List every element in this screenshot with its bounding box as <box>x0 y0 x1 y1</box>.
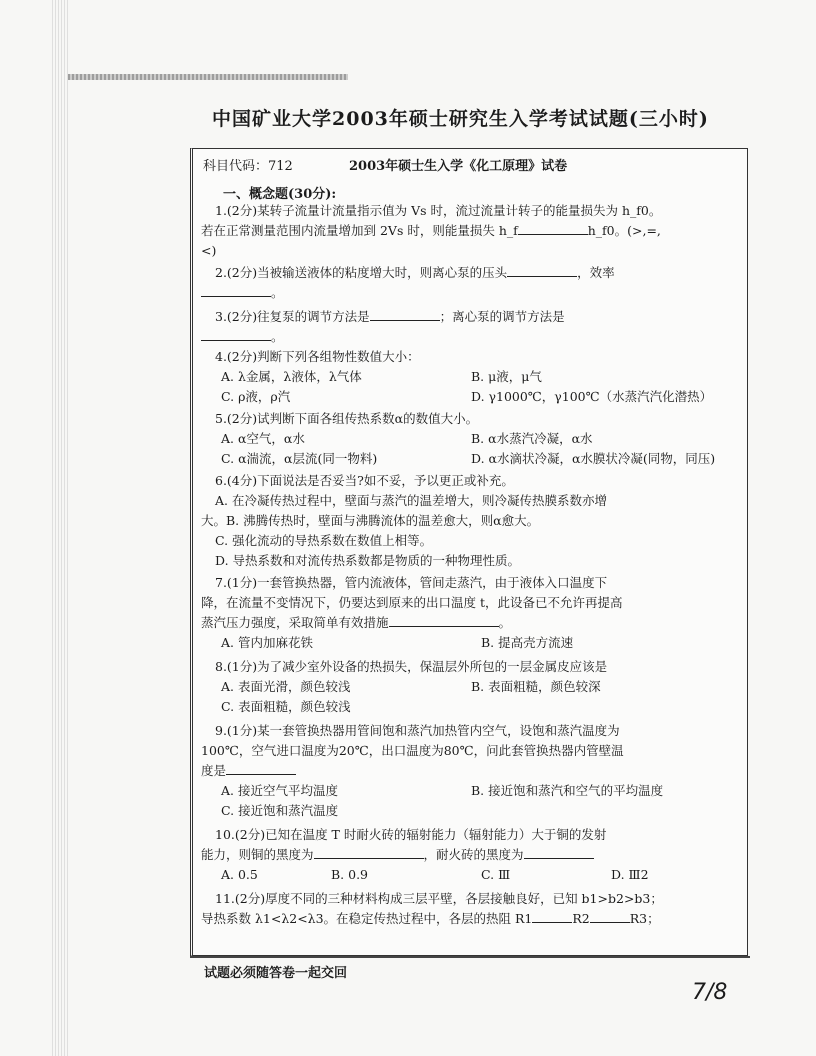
q4-option-b: B. μ液，μ气 <box>471 369 542 384</box>
q7-line3: 蒸汽压力强度，采取简单有效措施 。 <box>201 615 512 630</box>
question-7 <box>201 573 739 653</box>
q8-option-c: C. 表面粗糙，颜色较浅 <box>221 699 351 714</box>
q4-option-a: A. λ金属，λ液体，λ气体 <box>221 369 362 384</box>
q2-blank-2 <box>201 284 271 297</box>
question-8 <box>201 657 739 717</box>
q2-blank-1 <box>507 264 577 277</box>
exam-sheet <box>190 148 748 956</box>
q10-option-b: B. 0.9 <box>331 867 369 882</box>
q3-line1: 3.(2分)往复泵的调节方法是 ；离心泵的调节方法是 <box>215 309 565 324</box>
q10-option-a: A. 0.5 <box>221 867 258 882</box>
q11-line1: 11.(2分)厚度不同的三种材料构成三层平壁，各层接触良好，已知 b1>b2>b3； <box>215 891 663 906</box>
question-11 <box>201 889 739 929</box>
q3-blank-1 <box>370 308 440 321</box>
q7-line1: 7.(1分)一套管换热器，管内流液体，管间走蒸汽，由于液体入口温度下 <box>215 575 608 590</box>
question-4 <box>201 347 739 407</box>
paper-name: 2003年硕士生入学《化工原理》试卷 <box>349 159 568 174</box>
question-2 <box>201 263 739 303</box>
q4-option-c: C. ρ液，ρ汽 <box>221 389 291 404</box>
q10-blank-2 <box>524 846 594 859</box>
q11-line2: 导热系数 λ1<λ2<λ3。在稳定传热过程中，各层的热阻 R1 R2 R3； <box>201 911 660 926</box>
q9-line1: 9.(1分)某一套管换热器用管间饱和蒸汽加热管内空气，设饱和蒸汽温度为 <box>215 723 620 738</box>
q10-line1: 10.(2分)已知在温度 T 时耐火砖的辐射能力（辐射能力）大于铜的发射 <box>215 827 607 842</box>
question-9 <box>201 721 739 821</box>
q9-option-b: B. 接近饱和蒸汽和空气的平均温度 <box>471 783 664 798</box>
q9-option-a: A. 接近空气平均温度 <box>221 783 338 798</box>
return-paper-note: 试题必须随答卷一起交回 <box>204 966 348 981</box>
q7-line2: 降，在流量不变情况下，仍要达到原来的出口温度 t，此设备已不允许再提高 <box>201 595 623 610</box>
q6-statement-c: C. 强化流动的导热系数在数值上相等。 <box>215 533 433 548</box>
q8-line1: 8.(1分)为了减少室外设备的热损失，保温层外所包的一层金属皮应该是 <box>215 659 608 674</box>
q6-statement-b: 大。B. 沸腾传热时，壁面与沸腾流体的温差愈大，则α愈大。 <box>201 513 540 528</box>
q10-line2: 能力，则铜的黑度为 ，耐火砖的黑度为 <box>201 845 739 865</box>
q1-line2: 若在正常测量范围内流量增加到 2Vs 时，则能量损失 h_f h_f0。(>,=, <box>201 223 661 238</box>
q9-line3: 度是 <box>201 761 739 781</box>
question-3 <box>201 307 739 347</box>
q10-option-d: D. Ⅲ2 <box>611 867 649 882</box>
q11-blank-1 <box>532 910 572 923</box>
q6-line1: 6.(4分)下面说法是否妥当?如不妥，予以更正或补充。 <box>215 473 514 488</box>
page-number: 7/8 <box>692 980 728 1005</box>
question-5 <box>201 409 739 469</box>
scan-edge-left <box>52 0 68 1056</box>
bottom-divider <box>190 956 750 958</box>
question-1 <box>201 201 739 261</box>
q2-line2: 。 <box>201 283 739 303</box>
q3-line2: 。 <box>201 327 739 347</box>
q8-option-a: A. 表面光滑，颜色较浅 <box>221 679 351 694</box>
page-title: 中国矿业大学2003年硕士研究生入学考试试题(三小时) <box>212 108 709 130</box>
q2-line1: 2.(2分)当被输送液体的粘度增大时，则离心泵的压头 ，效率 <box>215 265 615 280</box>
q11-blank-2 <box>590 910 630 923</box>
q3-blank-2 <box>201 328 271 341</box>
q4-option-d: D. γ1000℃，γ100℃（水蒸汽汽化潜热） <box>471 389 713 404</box>
q1-blank <box>518 222 588 235</box>
subject-code: 科目代码：712 <box>203 159 293 174</box>
q4-line1: 4.(2分)判断下列各组物性数值大小： <box>215 349 420 364</box>
q9-blank <box>226 762 296 775</box>
q7-option-b: B. 提高壳方流速 <box>481 635 574 650</box>
q5-option-c: C. α湍流，α层流(同一物料) <box>221 451 378 466</box>
q7-blank <box>389 614 499 627</box>
q5-option-a: A. α空气，α水 <box>221 431 305 446</box>
q10-option-c: C. Ⅲ <box>481 867 511 882</box>
q8-option-b: B. 表面粗糙，颜色较深 <box>471 679 601 694</box>
q5-line1: 5.(2分)试判断下面各组传热系数α的数值大小。 <box>215 411 479 426</box>
exam-header <box>199 153 741 175</box>
question-10 <box>201 825 739 885</box>
q7-option-a: A. 管内加麻花铁 <box>221 635 313 650</box>
scan-edge-top <box>68 74 348 80</box>
q5-option-d: D. α水滴状冷凝，α水膜状冷凝(同物，同压) <box>471 451 716 466</box>
q6-statement-a: A. 在冷凝传热过程中，壁面与蒸汽的温差增大，则冷凝传热膜系数亦增 <box>215 493 607 508</box>
q9-line2: 100℃，空气进口温度为20℃，出口温度为80℃，问此套管换热器内管壁温 <box>201 743 624 758</box>
question-6 <box>201 471 739 571</box>
q1-line3: <) <box>201 243 217 258</box>
q1-line1: 1.(2分)某转子流量计流量指示值为 Vs 时，流过流量计转子的能量损失为 h_f0。 <box>215 203 662 218</box>
q6-statement-d: D. 导热系数和对流传热系数都是物质的一种物理性质。 <box>215 553 521 568</box>
q9-option-c: C. 接近饱和蒸汽温度 <box>221 803 339 818</box>
section-title: 一、概念题(30分): <box>223 187 337 202</box>
q10-blank-1 <box>314 846 424 859</box>
q5-option-b: B. α水蒸汽冷凝，α水 <box>471 431 593 446</box>
